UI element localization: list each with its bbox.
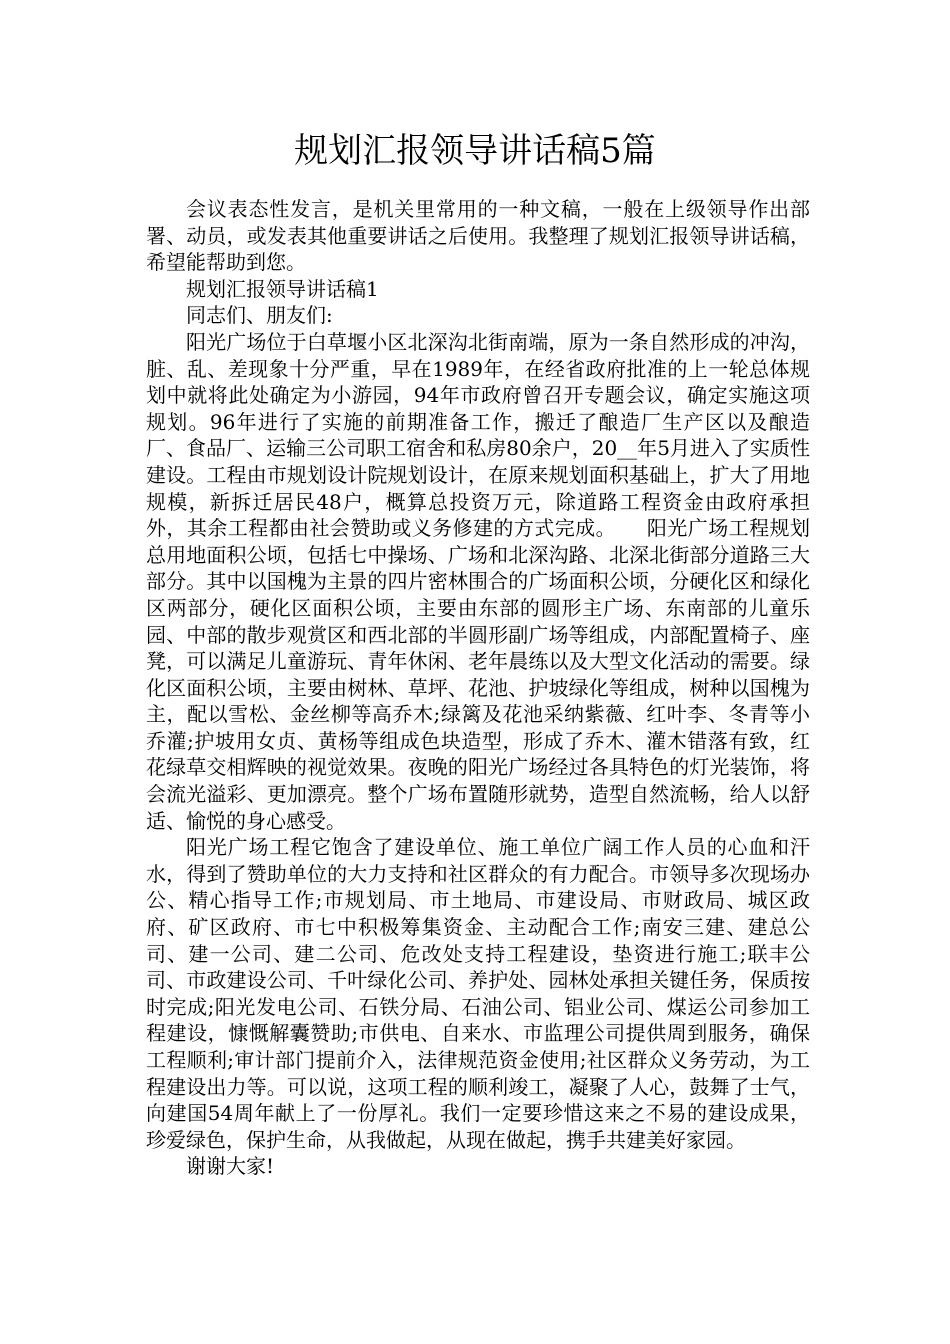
document-title: 规划汇报领导讲话稿5篇	[294, 131, 656, 171]
intro-paragraph: 会议表态性发言，是机关里常用的一种文稿，一般在上级领导作出部署、动员，或发表其他重要讲话之后使用。我整理了规划汇报领导讲话稿，希望能帮助到您。	[146, 197, 810, 275]
body-paragraph-1: 阳光广场位于白草堰小区北深沟北街南端，原为一条自然形成的冲沟，脏、乱、差现象十分严重，早在1989年，在经省政府批准的上一轮总体规划中就将此处确定为小游园，94年市政府曾召开专题会议，确定实施这项规划。96年进行了实施的前期准备工作，搬迁了酿造厂生产区以及酿造厂、食品厂、运输三公司职工宿舍和私房80余户，20__年5月进入了实质性建设。工程由市规划设计院规划设计，在原来规划面积基础上，扩大了用地规模，新拆迁居民48户，概算总投资万元，除道路工程资金由政府承担外，其余工程都由社会赞助或义务修建的方式完成。 阳光广场工程规划总用地面积公顷，包括七中操场、广场和北深沟路、北深北街部分道路三大部分。其中以国槐为主景的四片密林围合的广场面积公顷，分硬化区和绿化区两部分，硬化区面积公顷，主要由东部的圆形主广场、东南部的儿童乐园、中部的散步观赏区和西北部的半圆形副广场等组成，内部配置椅子、座凳，可以满足儿童游玩、青年休闲、老年晨练以及大型文化活动的需要。绿化区面积公顷，主要由树林、草坪、花池、护坡绿化等组成，树种以国槐为主，配以雪松、金丝柳等高乔木;绿篱及花池采纳紫薇、红叶李、冬青等小乔灌;护坡用女贞、黄杨等组成色块造型，形成了乔木、灌木错落有致，红花绿草交相辉映的视觉效果。夜晚的阳光广场经过各具特色的灯光装饰，将会流光溢彩、更加漂亮。整个广场布置随形就势，造型自然流畅，给人以舒适、愉悦的身心感受。	[146, 329, 810, 833]
salutation: 同志们、朋友们:	[186, 303, 333, 328]
body-paragraph-2: 阳光广场工程它饱含了建设单位、施工单位广阔工作人员的心血和汗水，得到了赞助单位的大力支持和社区群众的有力配合。市领导多次现场办公、精心指导工作;市规划局、市土地局、市建设局、市财政局、城区政府、矿区政府、市七中积极筹集资金、主动配合工作;南安三建、建总公司、建一公司、建二公司、危改处支持工程建设，垫资进行施工;联丰公司、市政建设公司、千叶绿化公司、养护处、园林处承担关键任务，保质按时完成;阳光发电公司、石铁分局、石油公司、铝业公司、煤运公司参加工程建设，慷慨解囊赞助;市供电、自来水、市监理公司提供周到服务，确保工程顺利;审计部门提前介入，法律规范资金使用;社区群众义务劳动，为工程建设出力等。可以说，这项工程的顺利竣工，凝聚了人心，鼓舞了士气，向建国54周年献上了一份厚礼。我们一定要珍惜这来之不易的建设成果，珍爱绿色，保护生命，从我做起，从现在做起，携手共建美好家园。	[146, 835, 810, 1152]
section-heading: 规划汇报领导讲话稿1	[186, 276, 379, 301]
closing-line: 谢谢大家!	[186, 1154, 275, 1179]
document-body	[146, 196, 810, 1180]
